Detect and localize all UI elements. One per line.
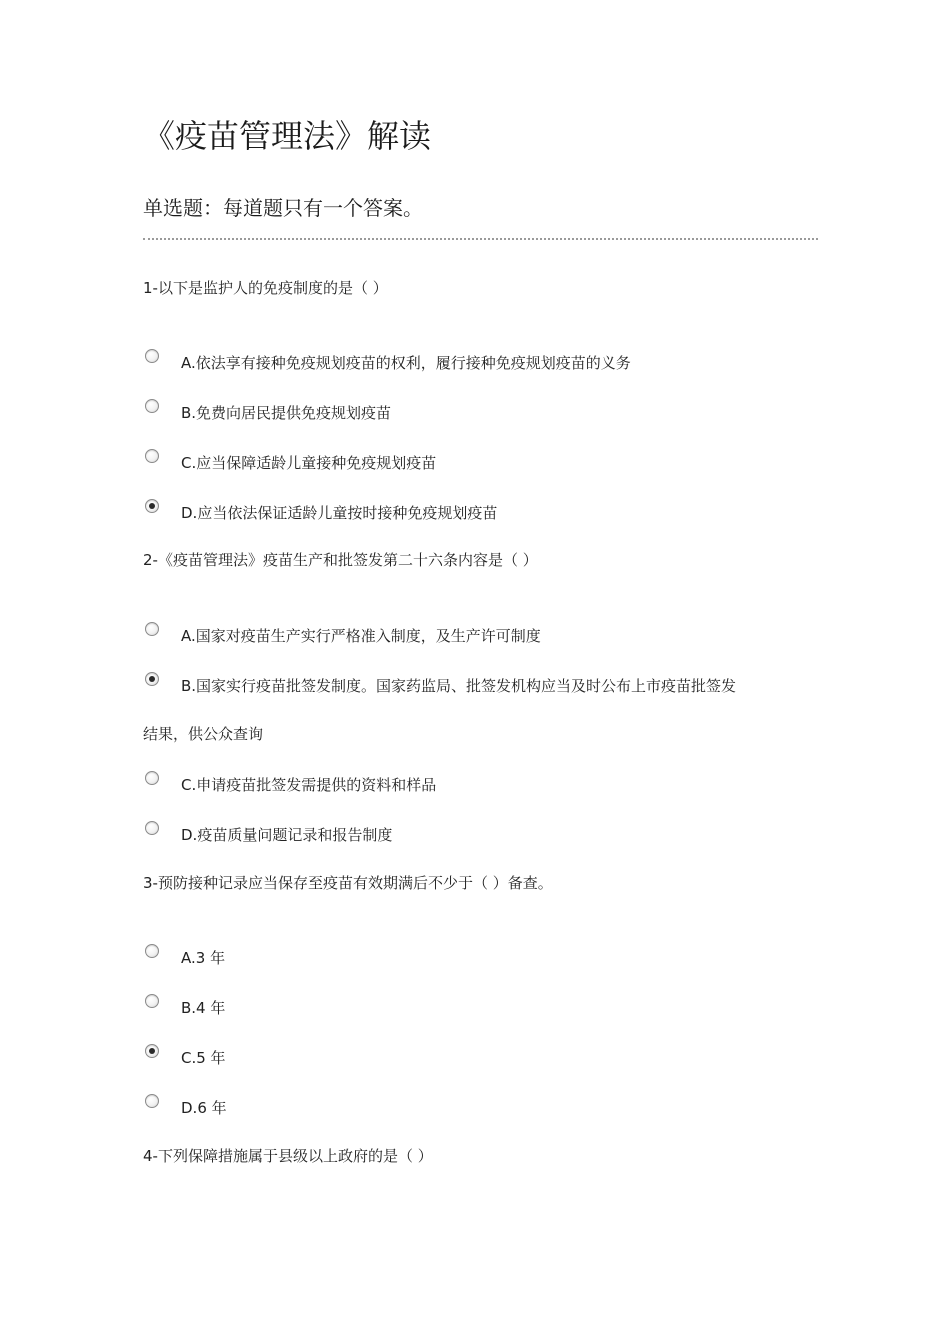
question-1: 1-以下是监护人的免疫制度的是（ ） bbox=[143, 279, 388, 297]
option-3b[interactable] bbox=[143, 996, 823, 1020]
radio-button[interactable] bbox=[145, 944, 159, 958]
option-label: B.免费向居民提供免疫规划疫苗 bbox=[181, 404, 392, 422]
option-label: B.国家实行疫苗批签发制度。国家药监局、批签发机构应当及时公布上市疫苗批签发 bbox=[181, 677, 737, 695]
option-2b[interactable] bbox=[143, 674, 823, 746]
option-label: C.5 年 bbox=[181, 1049, 226, 1067]
radio-button[interactable] bbox=[145, 349, 159, 363]
radio-button[interactable] bbox=[145, 672, 159, 686]
question-4: 4-下列保障措施属于县级以上政府的是（ ） bbox=[143, 1147, 433, 1165]
option-label: D.6 年 bbox=[181, 1099, 227, 1117]
option-label: C.应当保障适龄儿童接种免疫规划疫苗 bbox=[181, 454, 437, 472]
option-label: B.4 年 bbox=[181, 999, 226, 1017]
radio-button[interactable] bbox=[145, 771, 159, 785]
option-1c[interactable] bbox=[143, 451, 823, 475]
radio-button[interactable] bbox=[145, 622, 159, 636]
option-label: A.3 年 bbox=[181, 949, 226, 967]
page-title: 《疫苗管理法》解读 bbox=[143, 117, 432, 155]
option-1d[interactable] bbox=[143, 501, 823, 525]
option-label: A.国家对疫苗生产实行严格准入制度，及生产许可制度 bbox=[181, 627, 541, 645]
option-2a[interactable] bbox=[143, 624, 823, 648]
radio-button[interactable] bbox=[145, 1094, 159, 1108]
option-label: C.申请疫苗批签发需提供的资料和样品 bbox=[181, 776, 437, 794]
option-3a[interactable] bbox=[143, 946, 823, 970]
radio-button[interactable] bbox=[145, 499, 159, 513]
option-3c[interactable] bbox=[143, 1046, 823, 1070]
radio-button[interactable] bbox=[145, 449, 159, 463]
option-2d[interactable] bbox=[143, 823, 823, 847]
radio-button[interactable] bbox=[145, 1044, 159, 1058]
option-1a[interactable] bbox=[143, 351, 823, 375]
option-label: A.依法享有接种免疫规划疫苗的权利，履行接种免疫规划疫苗的义务 bbox=[181, 354, 631, 372]
radio-button[interactable] bbox=[145, 399, 159, 413]
option-label-continued: 结果，供公众查询 bbox=[143, 725, 264, 743]
instructions: 单选题：每道题只有一个答案。 bbox=[143, 196, 423, 220]
option-2c[interactable] bbox=[143, 773, 823, 797]
divider bbox=[143, 238, 818, 240]
question-3: 3-预防接种记录应当保存至疫苗有效期满后不少于（ ）备查。 bbox=[143, 874, 553, 892]
radio-button[interactable] bbox=[145, 821, 159, 835]
option-1b[interactable] bbox=[143, 401, 823, 425]
option-label: D.应当依法保证适龄儿童按时接种免疫规划疫苗 bbox=[181, 504, 498, 522]
option-3d[interactable] bbox=[143, 1096, 823, 1120]
radio-button[interactable] bbox=[145, 994, 159, 1008]
question-2: 2-《疫苗管理法》疫苗生产和批签发第二十六条内容是（ ） bbox=[143, 551, 538, 569]
option-label: D.疫苗质量问题记录和报告制度 bbox=[181, 826, 393, 844]
